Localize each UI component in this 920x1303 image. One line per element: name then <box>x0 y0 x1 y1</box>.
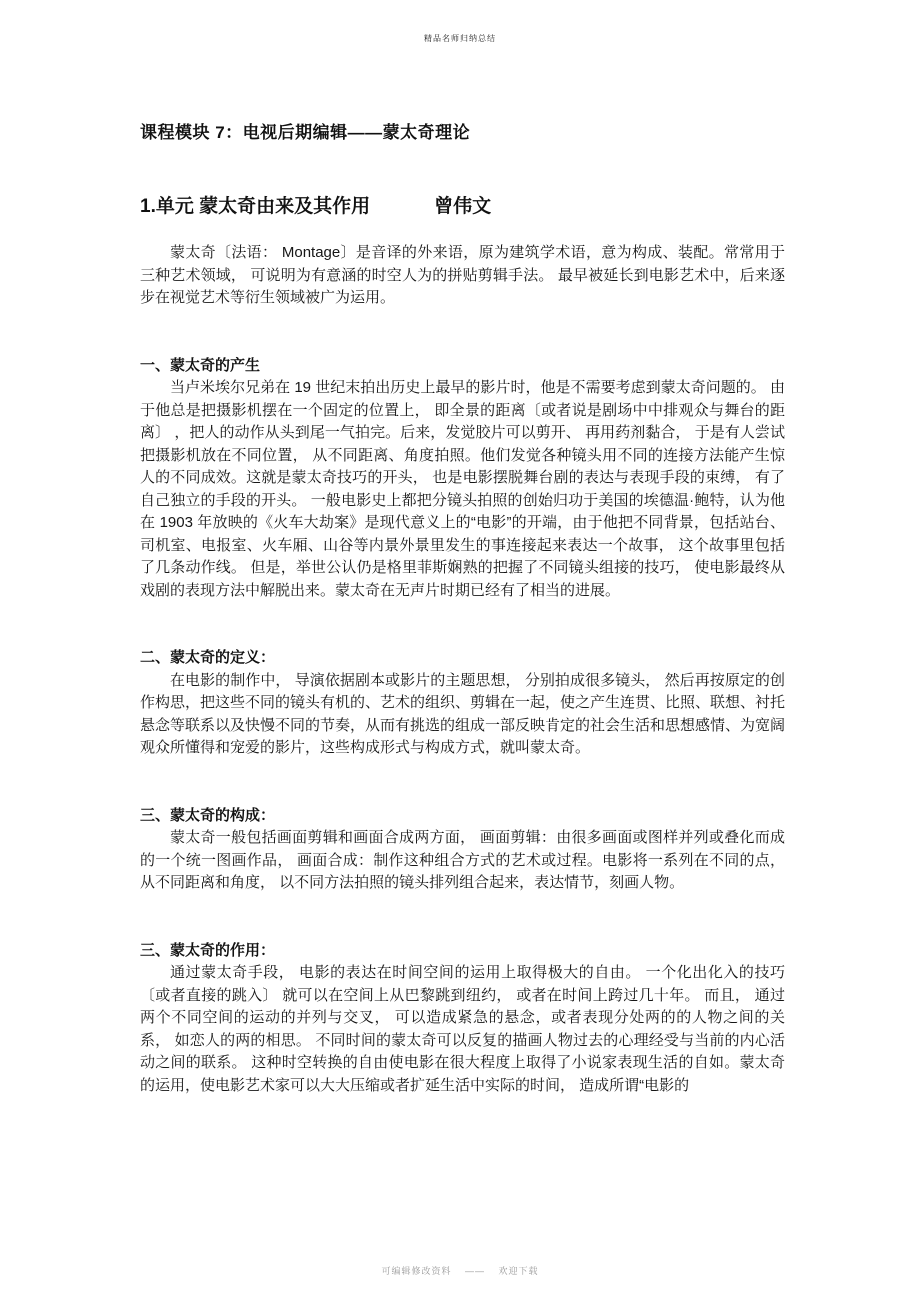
section-function <box>140 940 785 1098</box>
intro-paragraph: 蒙太奇〔法语： Montage〕是音译的外来语，原为建筑学术语，意为构成、装配。常常用于三种艺术领域， 可说明为有意涵的时空人为的拼贴剪辑手法。 最早被延长到电影艺术中，后来逐步在视觉艺术等衍生领域被广为运用。 <box>140 244 785 306</box>
section-heading: 二、蒙太奇的定义： <box>140 649 276 666</box>
section-definition <box>140 647 785 760</box>
section-body: 通过蒙太奇手段， 电影的表达在时间空间的运用上取得极大的自由。 一个化出化入的技巧 〔或者直接的跳入〕 就可以在空间上从巴黎跳到纽约， 或者在时间上跨过几十年。 而且， 通过两个不同空间的运动的并列与交叉， 可以造成紧急的悬念，或者表现分处两的的人物之间的关系， 如恋人的两的相思。 不同时间的蒙太奇可以反复的描画人物过去的心理经受与当前的内心活动之间的联系。 这种时空转换的自由使电影在很大程度上取得了小说家表现生活的自如。蒙太奇的运用，使电影艺术家可以大大压缩或者扩延生活中实际的时间， 造成所谓“电影的 <box>140 964 785 1094</box>
section-composition <box>140 805 785 895</box>
section-origin <box>140 355 785 603</box>
section-heading: 一、蒙太奇的产生 <box>140 356 261 374</box>
unit-heading-text: 1.单元 蒙太奇由来及其作用 <box>140 196 371 217</box>
section-heading: 三、蒙太奇的构成： <box>140 806 276 824</box>
document-title: 课程模块 7：电视后期编辑——蒙太奇理论 <box>140 123 471 142</box>
section-body: 当卢米埃尔兄弟在 19 世纪末拍出历史上最早的影片时，他是不需要考虑到蒙太奇问题的。 由于他总是把摄影机摆在一个固定的位置上， 即全景的距离〔或者说是剧场中中排观众与舞台的距离〕 ，把人的动作从头到尾一气拍完。后来，发觉胶片可以剪开、 再用药剂黏合， 于是有人尝试把摄影机放在不同位置， 从不同距离、角度拍照。他们发觉各种镜头用不同的连接方法能产生惊人的不同成效。这就是蒙太奇技巧的开头， 也是电影摆脱舞台剧的表达与表现手段的束缚， 有了自己独立的手段的开头。 一般电影史上都把分镜头拍照的创始归功于美国的埃德温·鲍特，认为他在 1903 年放映的《火车大劫案》是现代意义上的“电影”的开端，由于他把不同背景，包括站台、司机室、电报室、火车厢、山谷等内景外景里发生的事连接起来表达一个故事， 这个故事里包括了几条动作线。 但是，举世公认仍是格里菲斯娴熟的把握了不同镜头组接的技巧， 使电影最终从戏剧的表现方法中解脱出来。蒙太奇在无声片时期已经有了相当的进展。 <box>140 379 785 599</box>
unit-heading-row <box>140 191 785 218</box>
section-heading: 三、蒙太奇的作用： <box>140 941 276 959</box>
page-footer-watermark: 可编辑修改资料 —— 欢迎下载 <box>381 1266 539 1276</box>
section-body: 蒙太奇一般包括画面剪辑和画面合成两方面， 画面剪辑：由很多画面或图样并列或叠化而成的一个统一图画作品， 画面合成：制作这种组合方式的艺术或过程。电影将一系列在不同的点， 从不同距离和角度， 以不同方法拍照的镜头排列组合起来，表达情节，刻画人物。 <box>140 829 785 891</box>
unit-author: 曾伟文 <box>434 196 492 217</box>
document-content <box>140 118 785 1097</box>
page-top-watermark: 精品名师归纳总结 <box>424 34 496 43</box>
section-body: 在电影的制作中， 导演依据剧本或影片的主题思想， 分别拍成很多镜头， 然后再按原定的创作构思，把这些不同的镜头有机的、艺术的组织、剪辑在一起，使之产生连贯、比照、联想、衬托悬念等联系以及快慢不同的节奏，从而有挑选的组成一部反映肯定的社会生活和思想感情、为宽阔观众所懂得和宠爱的影片，这些构成形式与构成方式，就叫蒙太奇。 <box>140 671 786 756</box>
